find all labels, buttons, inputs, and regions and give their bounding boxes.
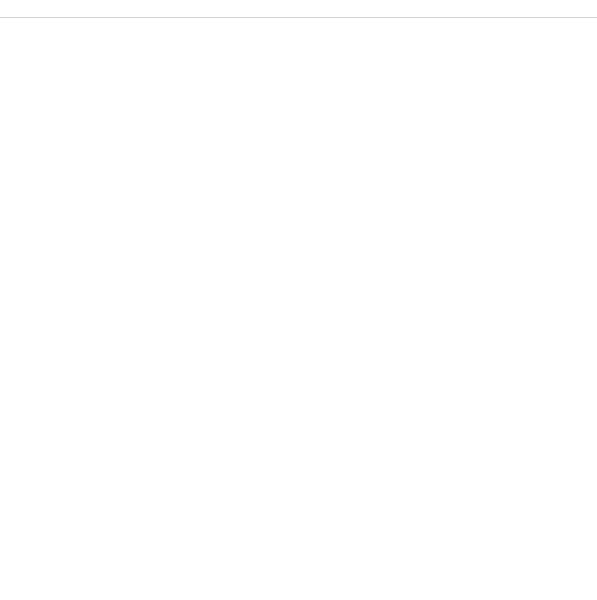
- header-bar: [0, 0, 597, 18]
